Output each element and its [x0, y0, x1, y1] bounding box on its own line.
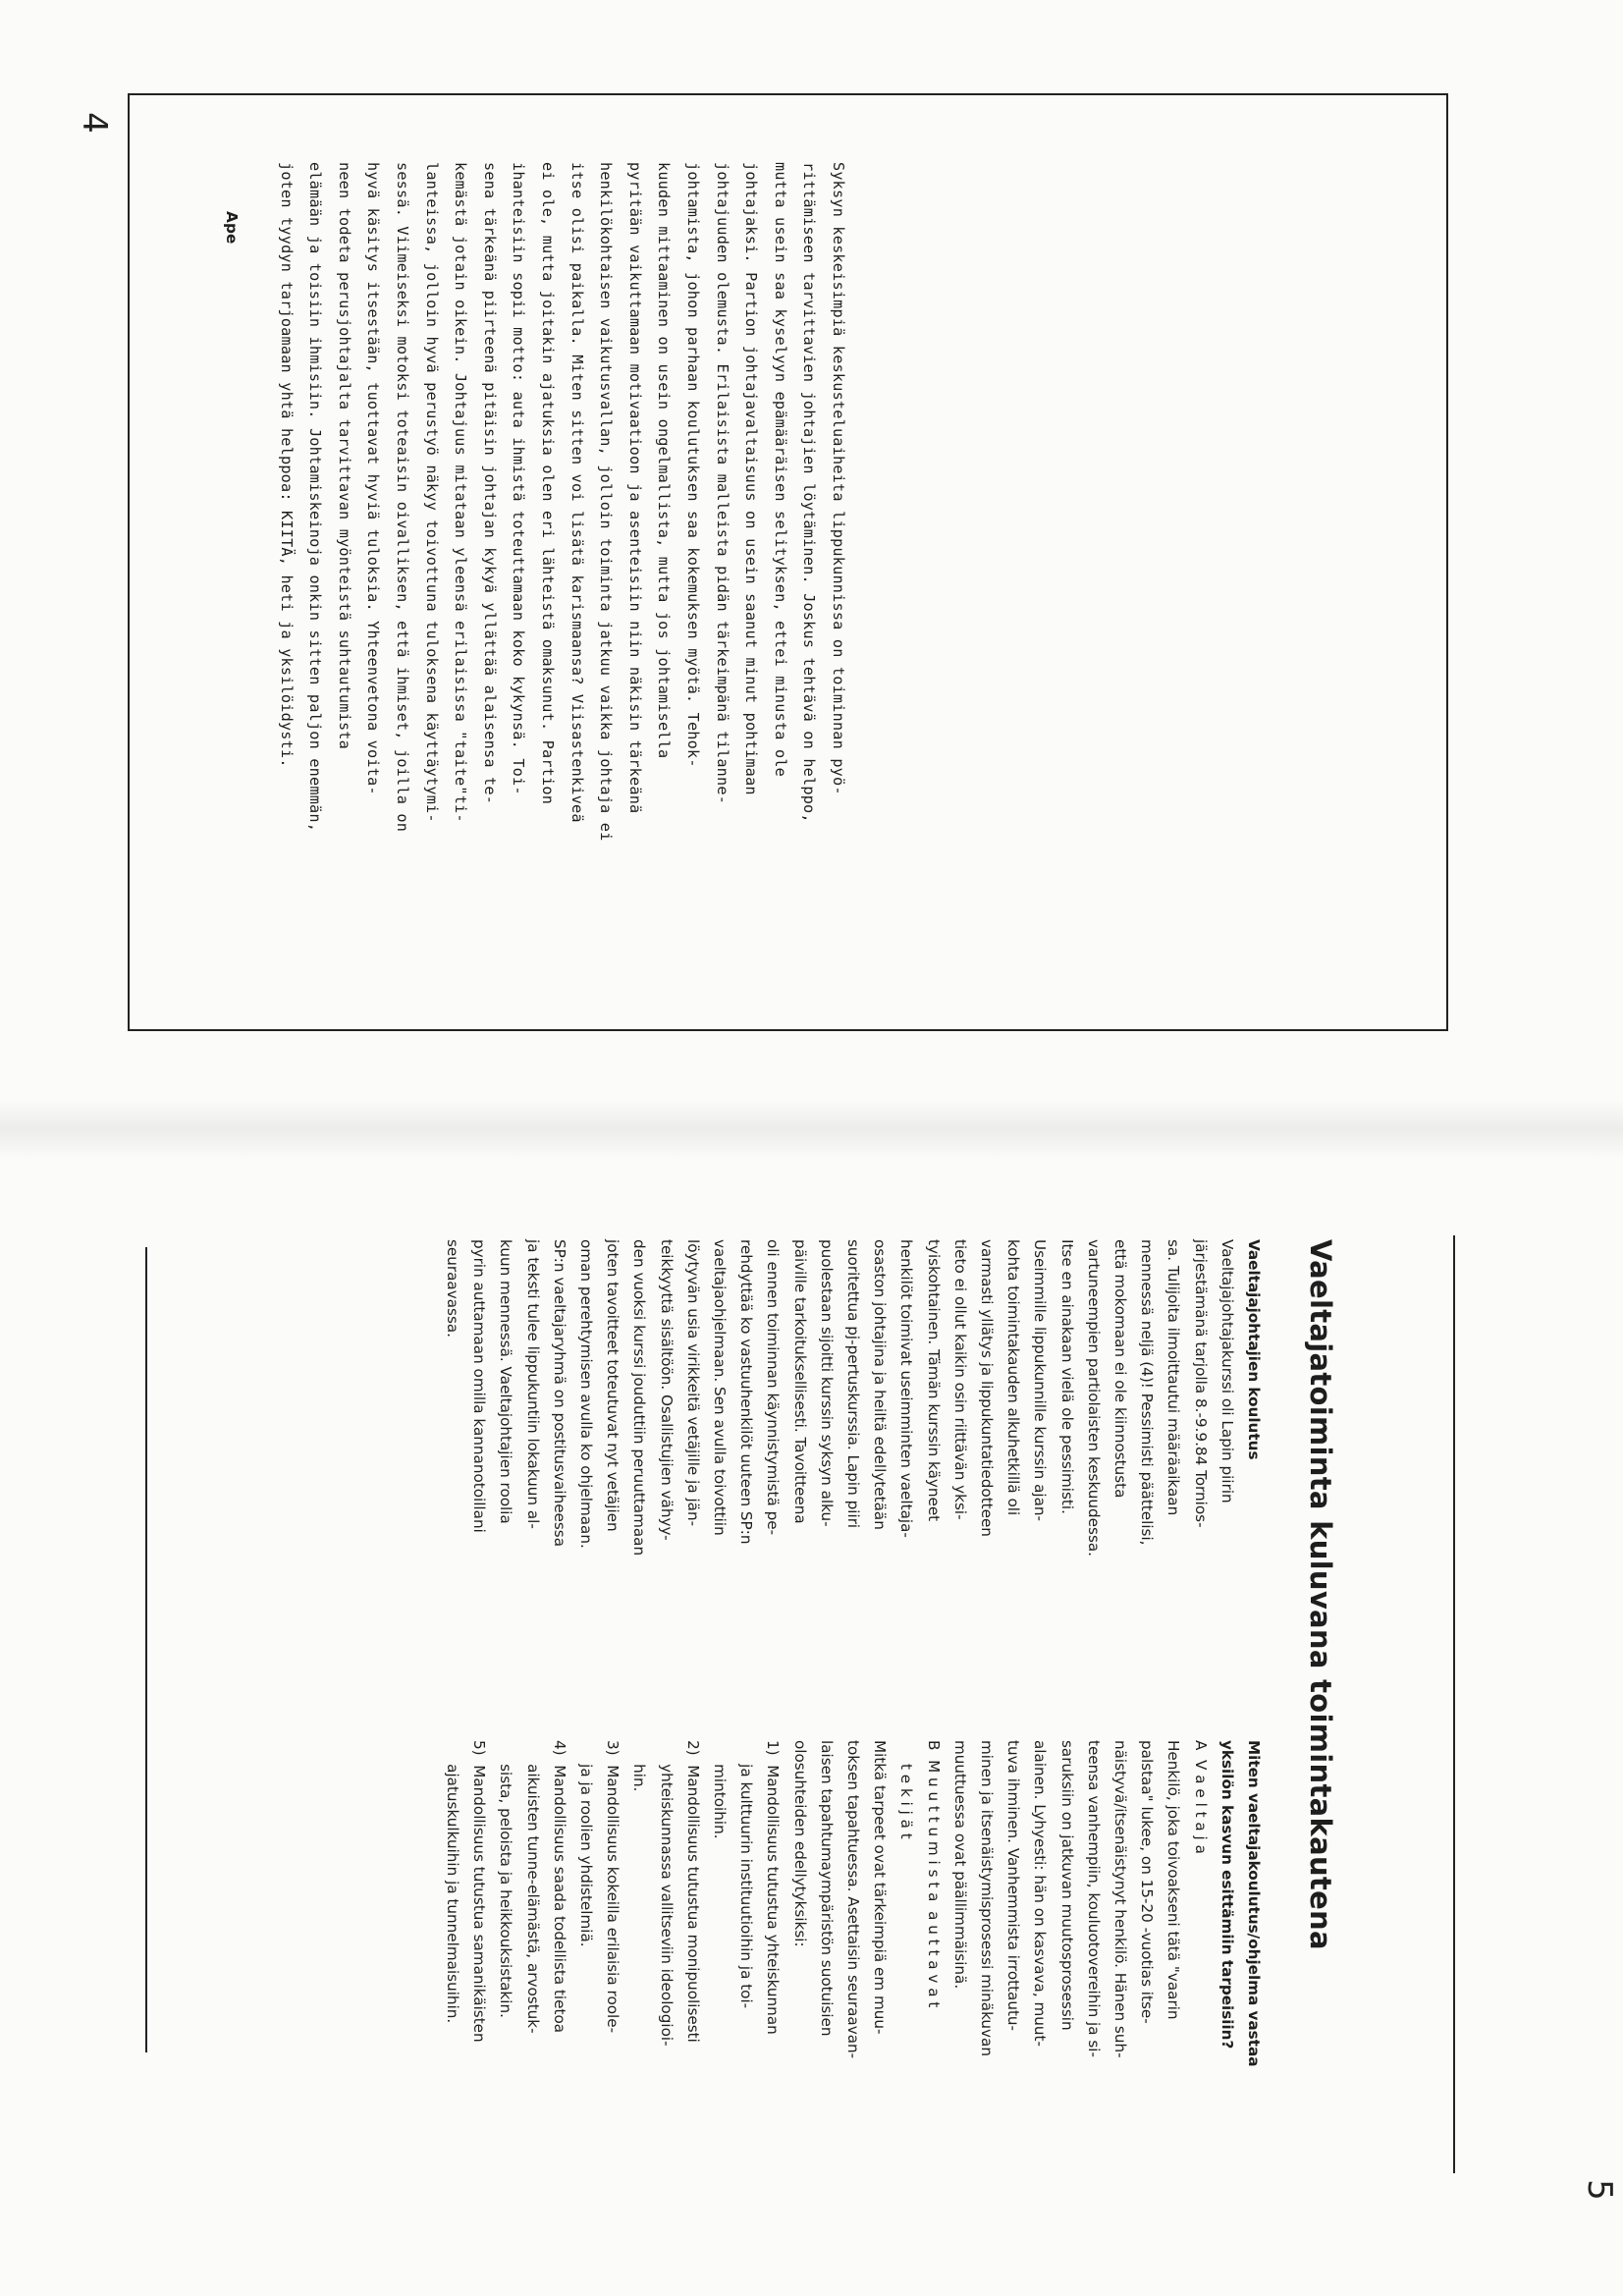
left-column-line: ja teksti tulee lippukuntiin lokakuun al- — [523, 1239, 542, 1529]
left-column-line: vaeltajaohjelmaan. Sen avulla toivottiin — [710, 1239, 729, 1536]
list-item: 1) Mandollisuus tutustua yhteiskunnan — [764, 1740, 783, 2035]
editorial-line: rittämiseen tarvittavien johtajien löytäminen. Joskus tehtävä on helppo, — [800, 162, 819, 823]
article-top-rule — [1453, 1235, 1455, 2173]
editorial-line: kemästä jotain oikein. Johtajuus mitataan yleensä erilaisissa "taite"ti- — [452, 162, 470, 823]
left-column-line: että mokomaan ei ole kiinnostusta — [1110, 1239, 1129, 1499]
section-a-line: tuva ihminen. Vanhemmista irrottautu- — [1004, 1740, 1023, 2032]
list-item: 4) Mandollisuus saada todellista tietoa — [550, 1740, 568, 2034]
left-column-heading: Vaeltajajohtajien koulutus — [1245, 1239, 1263, 1460]
section-b-line: toksen tapahtuessa. Asettaisin seuraavan- — [843, 1740, 862, 2059]
left-column-line: tieto ei ollut kaikin osin riittävän yksi- — [950, 1239, 969, 1520]
left-column-line: seuraavassa. — [443, 1239, 461, 1338]
section-a-lines — [947, 1740, 1187, 2187]
left-column-line: puolestaan sijoitti kurssin syksyn alku- — [817, 1239, 836, 1527]
article-right-column — [128, 1740, 1267, 2187]
conditions-list — [439, 1740, 786, 2187]
section-a-line: alainen. Lyhyesti: hän on kasvava, muut- — [1031, 1740, 1050, 2047]
left-column-line: kohta toimintakauden alkuhetkillä oli — [1004, 1239, 1023, 1516]
list-item: ja ja roolien yhdistelmiä. — [576, 1740, 595, 1947]
left-column-line: oman perehtymisen avulla ko ohjelmaan. — [576, 1239, 595, 1549]
list-item: 5) Mandollisuus tutustua samanikäisten — [470, 1740, 489, 2043]
page-number-left: 4 — [74, 112, 114, 134]
section-b-title-cont: t e k i j ä t — [897, 1764, 916, 1839]
editorial-line: mutta usein saa kyselyyn epämääräisen selityksen, ettei minusta ole — [771, 162, 789, 778]
left-column-line: mennessä neljä (4)! Pessimisti päättelisi, — [1138, 1239, 1157, 1546]
left-column-line: henkilöt toimivat useimminten vaeltaja- — [897, 1239, 916, 1538]
editorial-line: Syksyn keskeisimpiä keskusteluaiheita lippukunnissa on toiminnan pyö- — [830, 162, 847, 795]
left-column-line: sa. Tulijoita ilmoittautui määräaikaan — [1164, 1239, 1183, 1516]
editorial-line: elämään ja toisiin ihmisiin. Johtamiskeinoja onkin sitten paljon enemmän, — [306, 162, 325, 833]
editorial-line: hyvä käsitys itsestään, tuottavat hyviä tuloksia. Yhteenvetona voita- — [364, 162, 383, 795]
editorial-line: kuuden mittaaminen on usein ongelmallista, mutta jos johtamisella — [655, 162, 674, 759]
editorial-text — [106, 162, 852, 977]
section-a-line: minen ja itsenäistymisprosessi minäkuvan — [977, 1740, 996, 2056]
list-item: sista, peloista ja heikkouksistakin. — [497, 1740, 515, 2018]
left-column-lines — [439, 1239, 1240, 1701]
section-a-line: saruksiin on jatkuvan muutosprosessin — [1057, 1740, 1076, 2031]
list-item: ja kulttuurin instituutioihin ja toi- — [737, 1740, 756, 2009]
left-column-line: löytyvän usia virikkeitä vetäjille ja jän- — [683, 1239, 702, 1527]
left-column-line: rehdyttää ko vastuuhenkilöt uuteen SP:n — [737, 1239, 756, 1545]
left-column-line: SP:n vaeltajaryhmä on postitusvaiheessa — [550, 1239, 568, 1548]
list-item: hin. — [630, 1740, 649, 1792]
editorial-line: joten tyydyn tarjoamaan yhtä helppoa: KIITÄ, heti ja yksilöidysti. — [277, 162, 296, 768]
right-column-heading — [1214, 1740, 1267, 2187]
section-a-line: teensa vanhempiin, kouluotovereihin ja si- — [1084, 1740, 1103, 2057]
right-heading-line: yksilön kasvun esittämiin tarpeisiin? — [1217, 1740, 1236, 2050]
right-heading-line: Miten vaeltajakoulutus/ohjelma vastaa — [1245, 1740, 1263, 2067]
editorial-line: johtajuuden olemusta. Erilaisista malleista pidän tärkeimpänä tilanne- — [713, 162, 731, 805]
left-column-line: pyrin auttamaan omilla kannanotoillani — [470, 1239, 489, 1533]
left-column-line: osaston johtajina ja heiltä edellytetään — [871, 1239, 890, 1530]
editorial-line: ei ole, mutta joitakin ajatuksia olen eri lähteistä omaksunut. Partion — [539, 162, 558, 805]
left-column-line: joten tavoitteet toteutuvat nyt vetäjien — [604, 1239, 622, 1532]
editorial-line: sessä. Viimeiseksi motoksi toteaisin oivalliksen, että ihmiset, joilla on — [394, 162, 412, 833]
left-column-line: järjestämänä tarjolla 8.-9.9.84 Tornios- — [1191, 1239, 1210, 1528]
editorial-lines — [271, 162, 852, 977]
section-b-lines — [785, 1740, 893, 2187]
left-column-line: den vuoksi kurssi jouduttiin peruuttamaan — [630, 1239, 649, 1557]
left-column-line: vartuneempien partiolaisten keskuudessa. — [1084, 1239, 1103, 1557]
page-number-right: 5 — [1579, 2179, 1619, 2201]
list-item: 2) Mandollisuus tutustua monipuolisesti — [683, 1740, 702, 2043]
section-a-line: palstaa" lukee, on 15-20 -vuotias itse- — [1138, 1740, 1157, 2024]
section-b-line: olosuhteiden edellytyksiksi: — [790, 1740, 809, 1947]
editorial-line: itse olisi paikalla. Miten sitten voi lisätä karismaansa? Viisastenkiveä — [568, 162, 586, 823]
left-column-line: Useimmille lippukunnille kurssin ajan- — [1031, 1239, 1050, 1522]
list-item: aikuisten tunne-elämästä, arvostuk- — [523, 1740, 542, 2034]
editorial-line: ihanteisiin sopii motto: auta ihmistä toteuttamaan koko kykynsä. Toi- — [510, 162, 528, 795]
left-column-line: suoritettua pj-pertuskurssia. Lapin piiri — [843, 1239, 862, 1529]
section-b-title: B M u u t t u m i s t a a u t t a v a t — [924, 1740, 943, 2008]
section-b-line: laisen tapahtumaympäristön suotuisien — [817, 1740, 836, 2037]
left-column-line: tyiskohtainen. Tämän kurssin käyneet — [924, 1239, 943, 1522]
section-a-line: muuttuessa ovat päällimmäisinä. — [950, 1740, 969, 1990]
section-a-line: Henkilö, joka toivoakseni tätä "vaarin — [1164, 1740, 1183, 2020]
list-item: mintoihin. — [710, 1740, 729, 1839]
left-column-line: teikkyyttä sisältöön. Osallistujien vähyy- — [657, 1239, 676, 1541]
list-item: ajatuskulkuihin ja tunnelmaisuihin. — [443, 1740, 461, 2024]
left-column-line: Vaeltajajohtajakurssi oli Lapin piirin — [1217, 1239, 1236, 1503]
editorial-line: pyritään vaikuttamaan motivaatioon ja asenteisiin niin näkisin tärkeänä — [625, 162, 644, 814]
editorial-signature: Ape — [223, 211, 242, 245]
editorial-line: johtajaksi. Partion johtajavaltaisuus on usein saanut minut pohtimaan — [742, 162, 761, 795]
editorial-line: lanteissa, jolloin hyvä perustyö näkyy toivottuna tuloksena käyttäytymi- — [422, 162, 441, 823]
page-fold-shadow — [0, 1100, 1623, 1159]
left-column-line: varmasti yllätys ja lippukuntatiedotteen — [977, 1239, 996, 1537]
left-column-line: Itse en ainakaan vielä ole pessimisti. — [1057, 1239, 1076, 1514]
left-column-line: päiville tarkoituksellisesti. Tavoitteena — [790, 1239, 809, 1524]
left-column-line: kuun mennessä. Vaeltajohtajien roolia — [497, 1239, 515, 1524]
section-b-line: Mitkä tarpeet ovat tärkeimpiä em muu- — [871, 1740, 890, 2035]
list-item: 3) Mandollisuus kokeilla erilaisia roole- — [604, 1740, 622, 2034]
left-column-line: oli ennen toiminnan käynnistymistä pe- — [764, 1239, 783, 1536]
editorial-line: neen todeta perusjohtajalta tarvittavan myönteistä suhtautumista — [335, 162, 353, 749]
editorial-line: sena tärkeänä piirteenä pitäisin johtajan kykyä yllättää alaisensa te- — [480, 162, 499, 805]
section-a-title: A V a e l t a j a — [1191, 1740, 1210, 1854]
article-title: Vaeltajatoiminta kuluvana toimintakautena — [1304, 1239, 1337, 1950]
article-left-column — [128, 1239, 1267, 1701]
editorial-line: henkilökohtaisen vaikutusvallan, jolloin toiminta jatkuu vaikka johtaja ei — [597, 162, 616, 842]
section-a-line: näistyvä/itsenäistynyt henkilö. Hänen suh- — [1110, 1740, 1129, 2058]
list-item: yhteiskunnassa vallitseviin ideologioi- — [657, 1740, 676, 2047]
editorial-line: johtamista, johon parhaan koulutuksen saa kokemuksen myötä. Tehok- — [684, 162, 703, 768]
